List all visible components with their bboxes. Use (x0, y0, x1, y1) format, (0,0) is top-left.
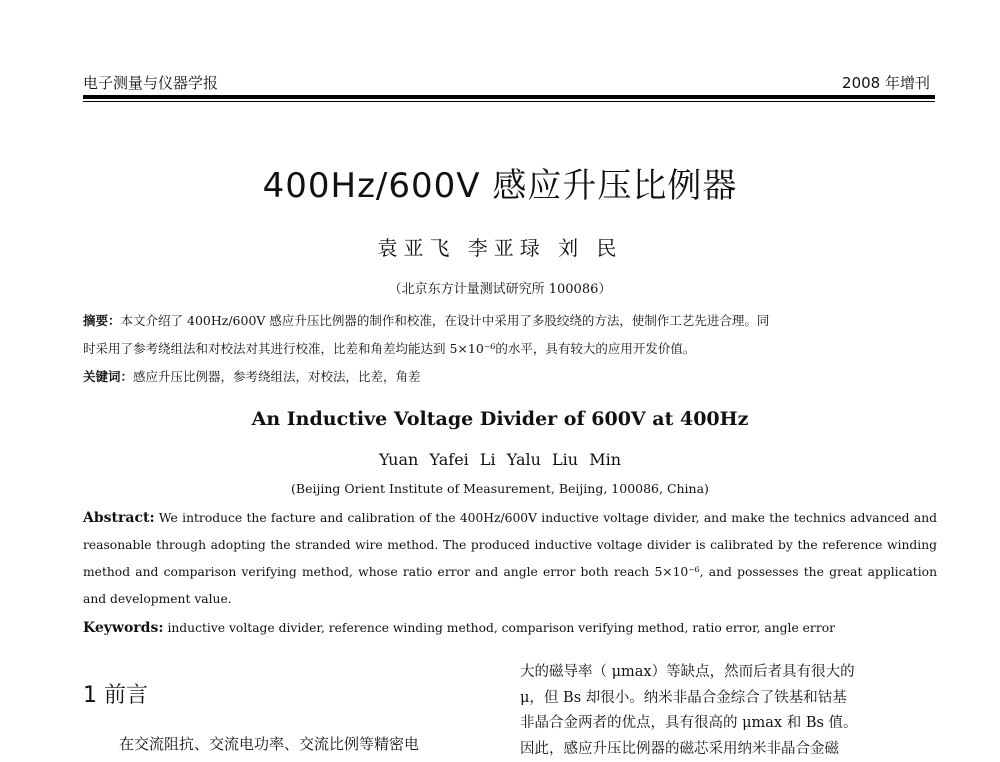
abstract-cn-label: 摘要： (83, 313, 121, 328)
keywords-cn-label: 关键词： (83, 369, 133, 384)
paper-title-en: An Inductive Voltage Divider of 600V at 400Hz (0, 408, 1000, 430)
abstract-cn (83, 307, 933, 363)
right-column-text (520, 660, 938, 762)
affiliation-en: (Beijing Orient Institute of Measurement, Beijing, 100086, China) (0, 481, 1000, 496)
section-heading: 1 前言 (83, 678, 148, 709)
right-line-1: 大的磁导率（ μmax）等缺点，然而后者具有很大的 (520, 660, 938, 686)
right-line-4: 因此，感应升压比例器的磁芯采用纳米非晶合金磁 (520, 737, 938, 762)
section-body-line: 在交流阻抗、交流电功率、交流比例等精密电 (119, 733, 419, 754)
issue-label: 2008 年增刊 (842, 72, 930, 93)
abstract-en-label: Abstract: (83, 510, 155, 526)
right-line-3: 非晶合金两者的优点，具有很高的 μmax 和 Bs 值。 (520, 711, 938, 737)
journal-name: 电子测量与仪器学报 (83, 72, 218, 93)
keywords-cn-text: 感应升压比例器，参考绕组法，对校法，比差，角差 (133, 369, 421, 384)
header-rule-thin (83, 101, 935, 102)
abstract-cn-line1: 本文介绍了 400Hz/600V 感应升压比例器的制作和校准，在设计中采用了多股绞绕的方法，使制作工艺先进合理。同 (121, 313, 770, 328)
abstract-en-text: We introduce the facture and calibration of the 400Hz/600V inductive voltage divider, and make the technics advanced and reasonable through adopting the stranded wire method. The produced inductive voltage divider is calibrated by the reference winding method and comparison verifying method, whose ratio error and angle error both reach 5×10⁻⁶, and possesses the great application and development value. (83, 511, 937, 606)
abstract-cn-line2: 时采用了参考绕组法和对校法对其进行校准，比差和角差均能达到 5×10⁻⁶的水平，具有较大的应用开发价值。 (83, 335, 933, 363)
abstract-en (83, 505, 937, 613)
keywords-en-label: Keywords: (83, 620, 164, 636)
paper-title: 400Hz/600V 感应升压比例器 (0, 158, 1000, 207)
keywords-en-text: inductive voltage divider, reference winding method, comparison verifying method, ratio error, angle error (167, 621, 835, 635)
authors-en: Yuan Yafei Li Yalu Liu Min (0, 450, 1000, 469)
keywords-cn (83, 367, 933, 385)
authors-cn: 袁亚飞 李亚琭 刘 民 (0, 232, 1000, 261)
affiliation-cn: （北京东方计量测试研究所 100086） (0, 278, 1000, 297)
right-line-2: μ，但 Bs 却很小。纳米非晶合金综合了铁基和钴基 (520, 686, 938, 712)
keywords-en (83, 620, 937, 636)
header-rule-thick (83, 95, 935, 99)
